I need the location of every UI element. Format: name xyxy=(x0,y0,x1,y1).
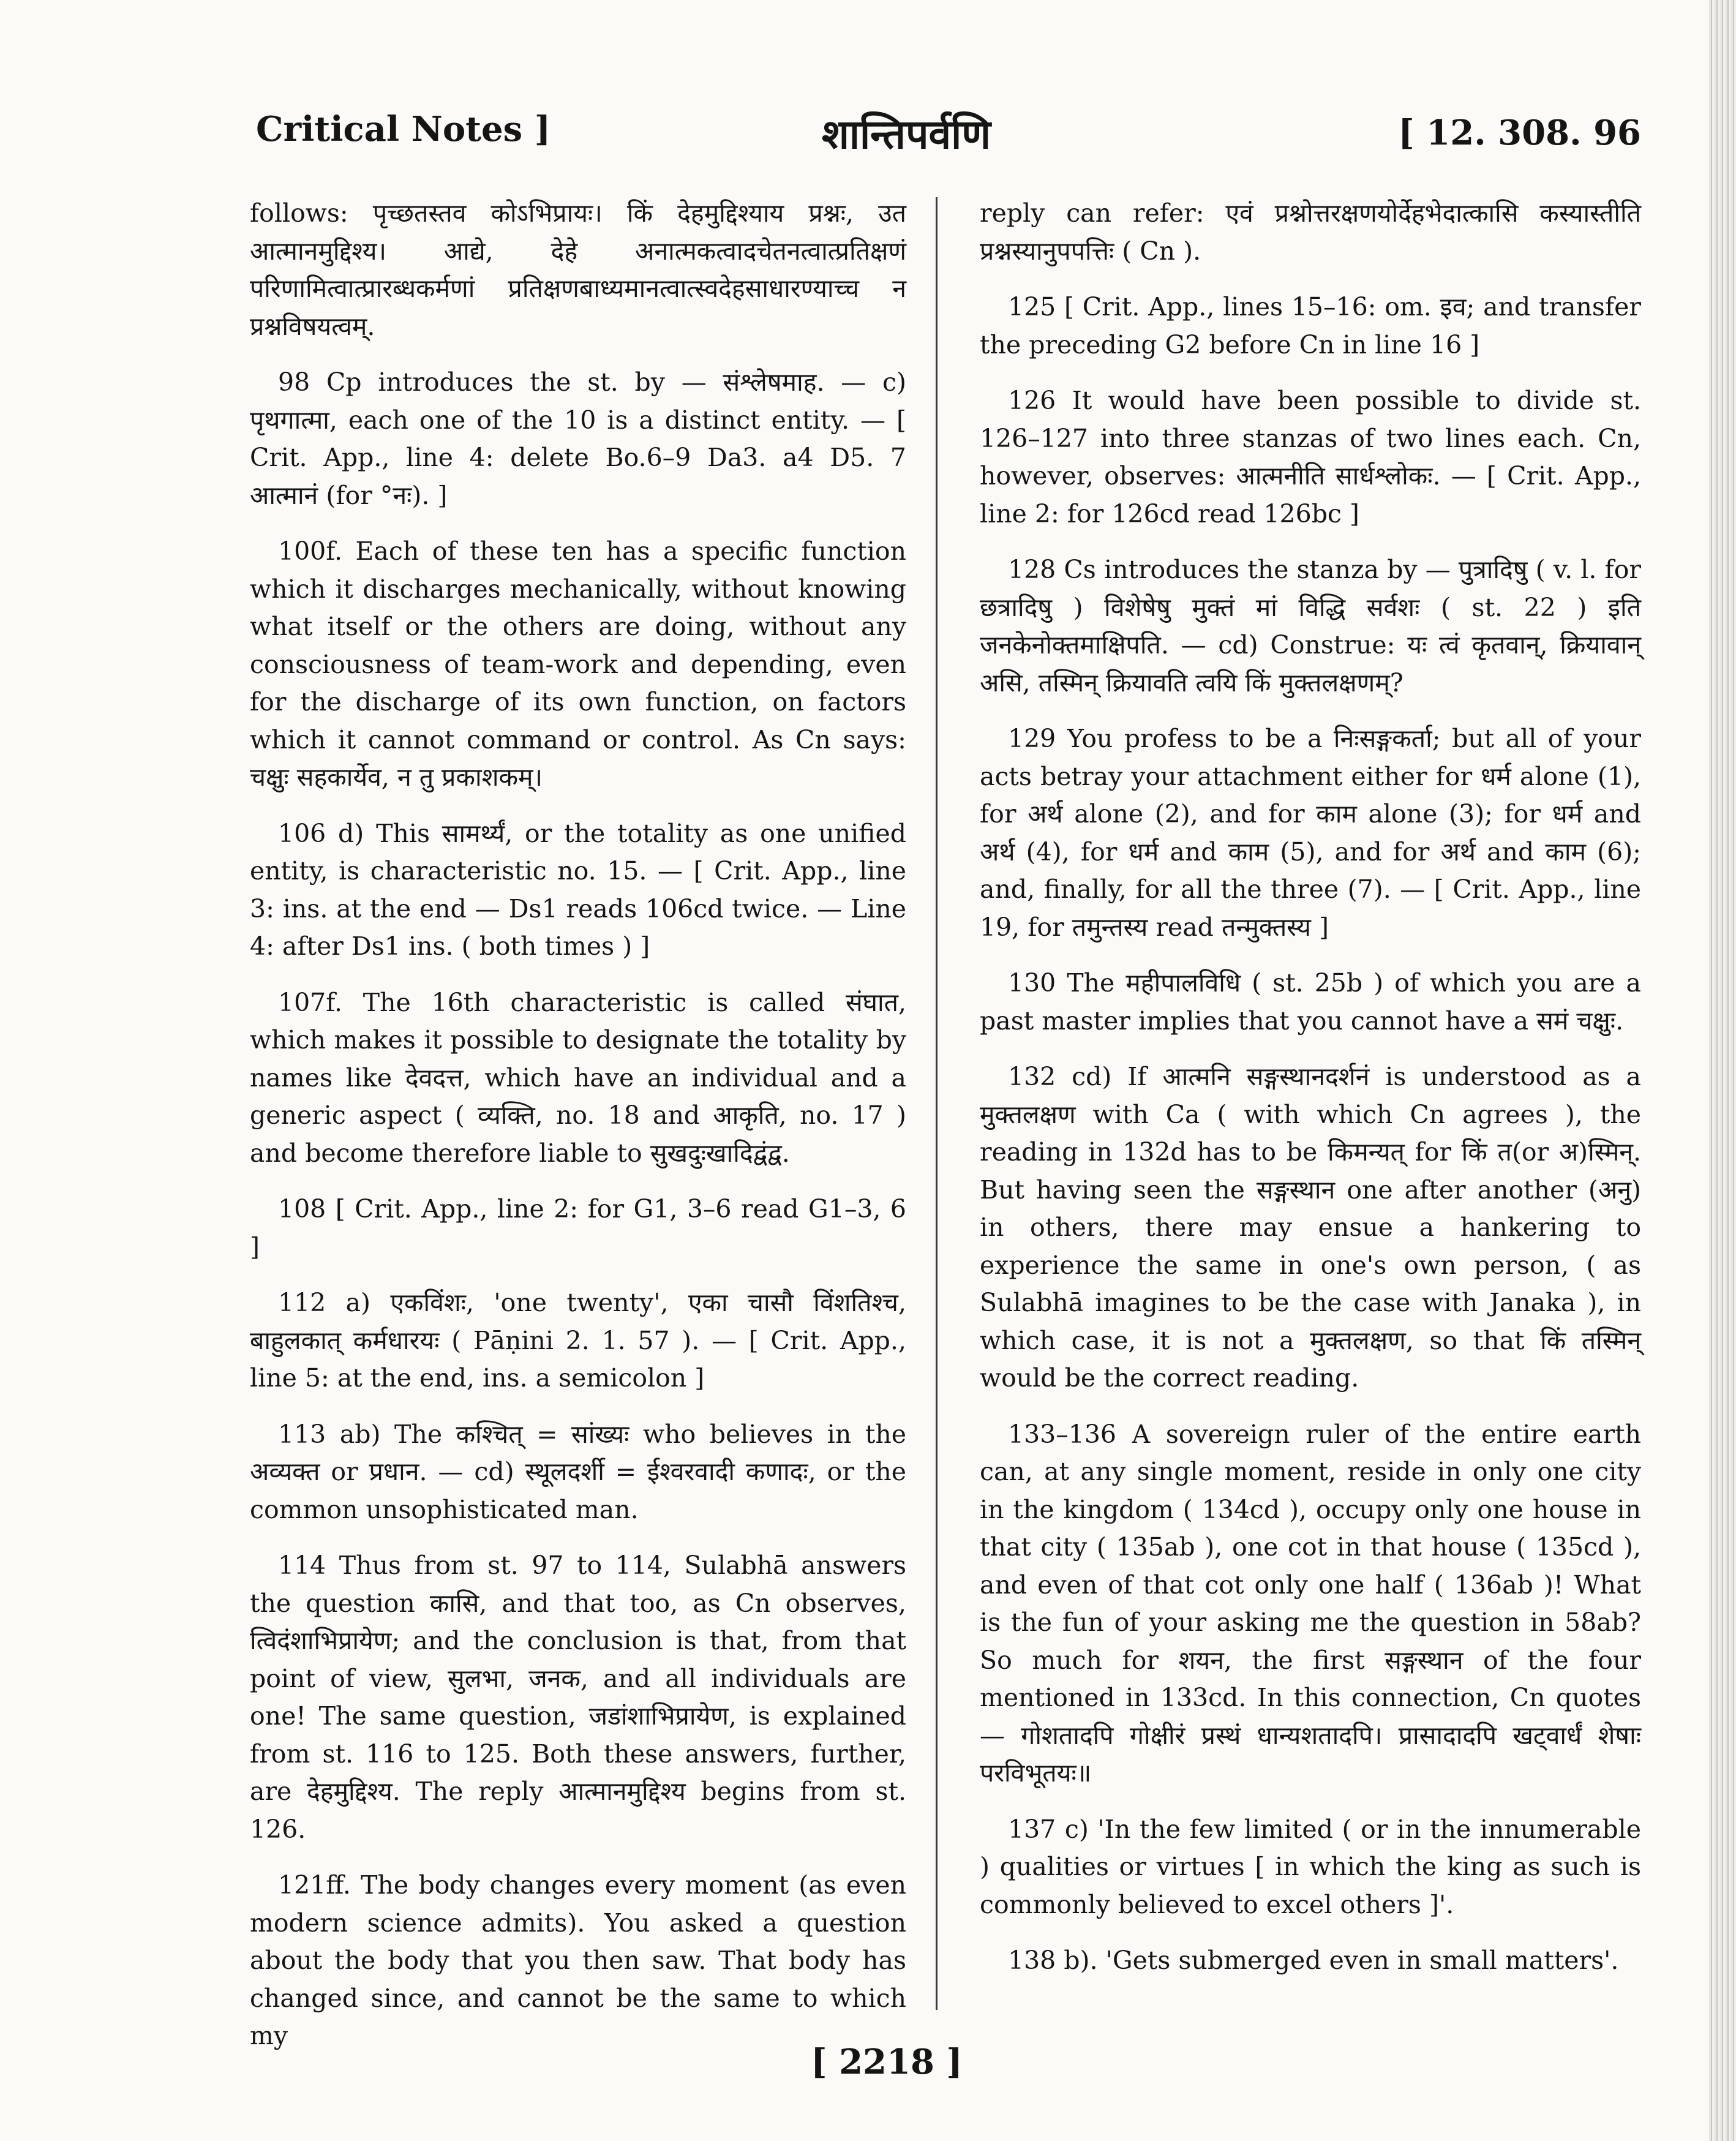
right-column xyxy=(980,195,1641,1998)
note-paragraph: 113 ab) The कश्चित् = सांख्यः who believes in the अव्यक्त or प्रधान. — cd) स्थूलदर्शी = ईश्वरवादी कणादः, or the common unsophisticated man. xyxy=(250,1419,906,1524)
note-paragraph: 129 You profess to be a निःसङ्गकर्ता; but all of your acts betray your attachment either for धर्म alone (1), for अर्थ alone (2), and for काम alone (3); for धर्म and अर्थ (4), for धर्म and काम (5), and for अर्थ and काम (6); and, finally, for all the three (7). — [ Crit. App., line 19, for तमुन्तस्य read तन्मुक्तस्य ] xyxy=(980,724,1641,942)
note-paragraph: 107f. The 16th characteristic is called संघात, which makes it possible to designate the totality by names like देवदत्त, which have an individual and a generic aspect ( व्यक्ति, no. 18 and आकृति, no. 17 ) and become therefore liable to सुखदुःखादिद्वंद्व. xyxy=(250,987,906,1168)
note-paragraph: 106 d) This सामर्थ्यं, or the totality as one unified entity, is characteristic no. 15. — [ Crit. App., line 3: ins. at the end — Ds1 reads 106cd twice. — Line 4: after Ds1 ins. ( both times ) ] xyxy=(250,818,906,961)
note-paragraph: 137 c) 'In the few limited ( or in the innumerable ) qualities or virtues [ in which the king as such is commonly believed to excel others ]'. xyxy=(980,1814,1641,1919)
note-paragraph: 132 cd) If आत्मनि सङ्गस्थानदर्शनं is understood as a मुक्तलक्षण with Ca ( with which Cn agrees ), the reading in 132d has to be किमन्यत् for किं त(or अ)स्मिन्. But having seen the सङ्गस्थान one after another (अनु) in others, there may ensue a hankering to experience the same in one's own person, ( as Sulabhā imagines to be the case with Janaka ), in which case, it is not a मुक्तलक्षण, so that किं तस्मिन् would be the correct reading. xyxy=(980,1062,1641,1393)
column-divider xyxy=(936,197,938,2010)
note-paragraph: follows: पृच्छतस्तव कोऽभिप्रायः। किं देहमुद्दिश्याय प्रश्नः, उत आत्मानमुद्दिश्य। आद्ये, देहे अनात्मकत्वादचेतनत्वात्प्रतिक्षणं परिणामित्वात्प्रारब्धकर्मणां प्रतिक्षणबाध्यमानत्वात्स्वदेहसाधारण्याच्च न प्रश्नविषयत्वम्. xyxy=(250,198,906,341)
note-paragraph: 108 [ Crit. App., line 2: for G1, 3–6 read G1–3, 6 ] xyxy=(250,1194,906,1262)
note-paragraph: 114 Thus from st. 97 to 114, Sulabhā answers the question कासि, and that too, as Cn observes, त्विदंशाभिप्रायेण; and the conclusion is that, from that point of view, सुलभा, जनक, and all individuals are one! The same question, जडांशाभिप्रायेण, is explained from st. 116 to 125. Both these answers, further, are देहमुद्दिश्य. The reply आत्मानमुद्दिश्य begins from st. 126. xyxy=(250,1551,906,1844)
note-paragraph: reply can refer: एवं प्रश्नोत्तरक्षणयोर्देहभेदात्कासि कस्यास्तीति प्रश्नस्यानुपपत्तिः ( Cn ). xyxy=(980,198,1641,266)
note-paragraph: 126 It would have been possible to divide st. 126–127 into three stanzas of two lines each. Cn, however, observes: आत्मनीति सार्धश्लोकः. — [ Crit. App., line 2: for 126cd read 126bc ] xyxy=(980,386,1641,529)
running-head-reference: [ 12. 308. 96 xyxy=(1398,113,1641,153)
running-head-title: शान्तिपर्वणि xyxy=(821,110,991,158)
note-paragraph: 128 Cs introduces the stanza by — पुत्रादिषु ( v. l. for छत्रादिषु ) विशेषेषु मुक्तं मां विद्धि सर्वशः ( st. 22 ) इति जनकेनोक्तमाक्षिपति. — cd) Construe: यः त्वं कृतवान्, क्रियावान् असि, तस्मिन् क्रियावति त्वयि किं मुक्तलक्षणम्? xyxy=(980,555,1641,698)
note-paragraph: 112 a) एकविंशः, 'one twenty', एका चासौ विंशतिश्च, बाहुलकात् कर्मधारयः ( Pāṇini 2. 1. 57 ). — [ Crit. App., line 5: at the end, ins. a semicolon ] xyxy=(250,1288,906,1393)
note-paragraph: 125 [ Crit. App., lines 15–16: om. इव; and transfer the preceding G2 before Cn in line 16 ] xyxy=(980,292,1641,359)
note-paragraph: 121ff. The body changes every moment (as even modern science admits). You asked a question about the body that you then saw. That body has changed since, and cannot be the same to which my xyxy=(250,1870,906,2050)
note-paragraph: 133–136 A sovereign ruler of the entire earth can, at any single moment, reside in only one city in the kingdom ( 134cd ), occupy only one house in that city ( 135ab ), one cot in that house ( 135cd ), and even of that cot only one half ( 136ab )! What is the fun of your asking me the question in 58ab? So much for शयन, the first सङ्गस्थान of the four mentioned in 133cd. In this connection, Cn quotes — गोशतादपि गोक्षीरं प्रस्थं धान्यशतादपि। प्रासादादपि खट्वार्धं शेषाः परविभूतयः॥ xyxy=(980,1419,1641,1788)
note-paragraph: 130 The महीपालविधि ( st. 25b ) of which you are a past master implies that you cannot have a समं चक्षुः. xyxy=(980,968,1641,1036)
left-column xyxy=(250,195,906,2074)
running-head-left: Critical Notes ] xyxy=(256,109,551,149)
scan-edge xyxy=(1709,0,1736,2141)
note-paragraph: 138 b). 'Gets submerged even in small matters'. xyxy=(1008,1946,1619,1975)
note-paragraph: 100f. Each of these ten has a specific function which it discharges mechanically, without knowing what itself or the others are doing, without any consciousness of team-work and depending, even for the discharge of its own function, on factors which it cannot command or control. As Cn says: चक्षुः सहकार्येव, न तु प्रकाशकम्। xyxy=(250,536,906,792)
page-number: [ 2218 ] xyxy=(811,2042,963,2082)
note-paragraph: 98 Cp introduces the st. by — संश्लेषमाह. — c) पृथगात्मा, each one of the 10 is a distinct entity. — [ Crit. App., line 4: delete Bo.6–9 Da3. a4 D5. 7 आत्मानं (for °नः). ] xyxy=(250,367,906,510)
